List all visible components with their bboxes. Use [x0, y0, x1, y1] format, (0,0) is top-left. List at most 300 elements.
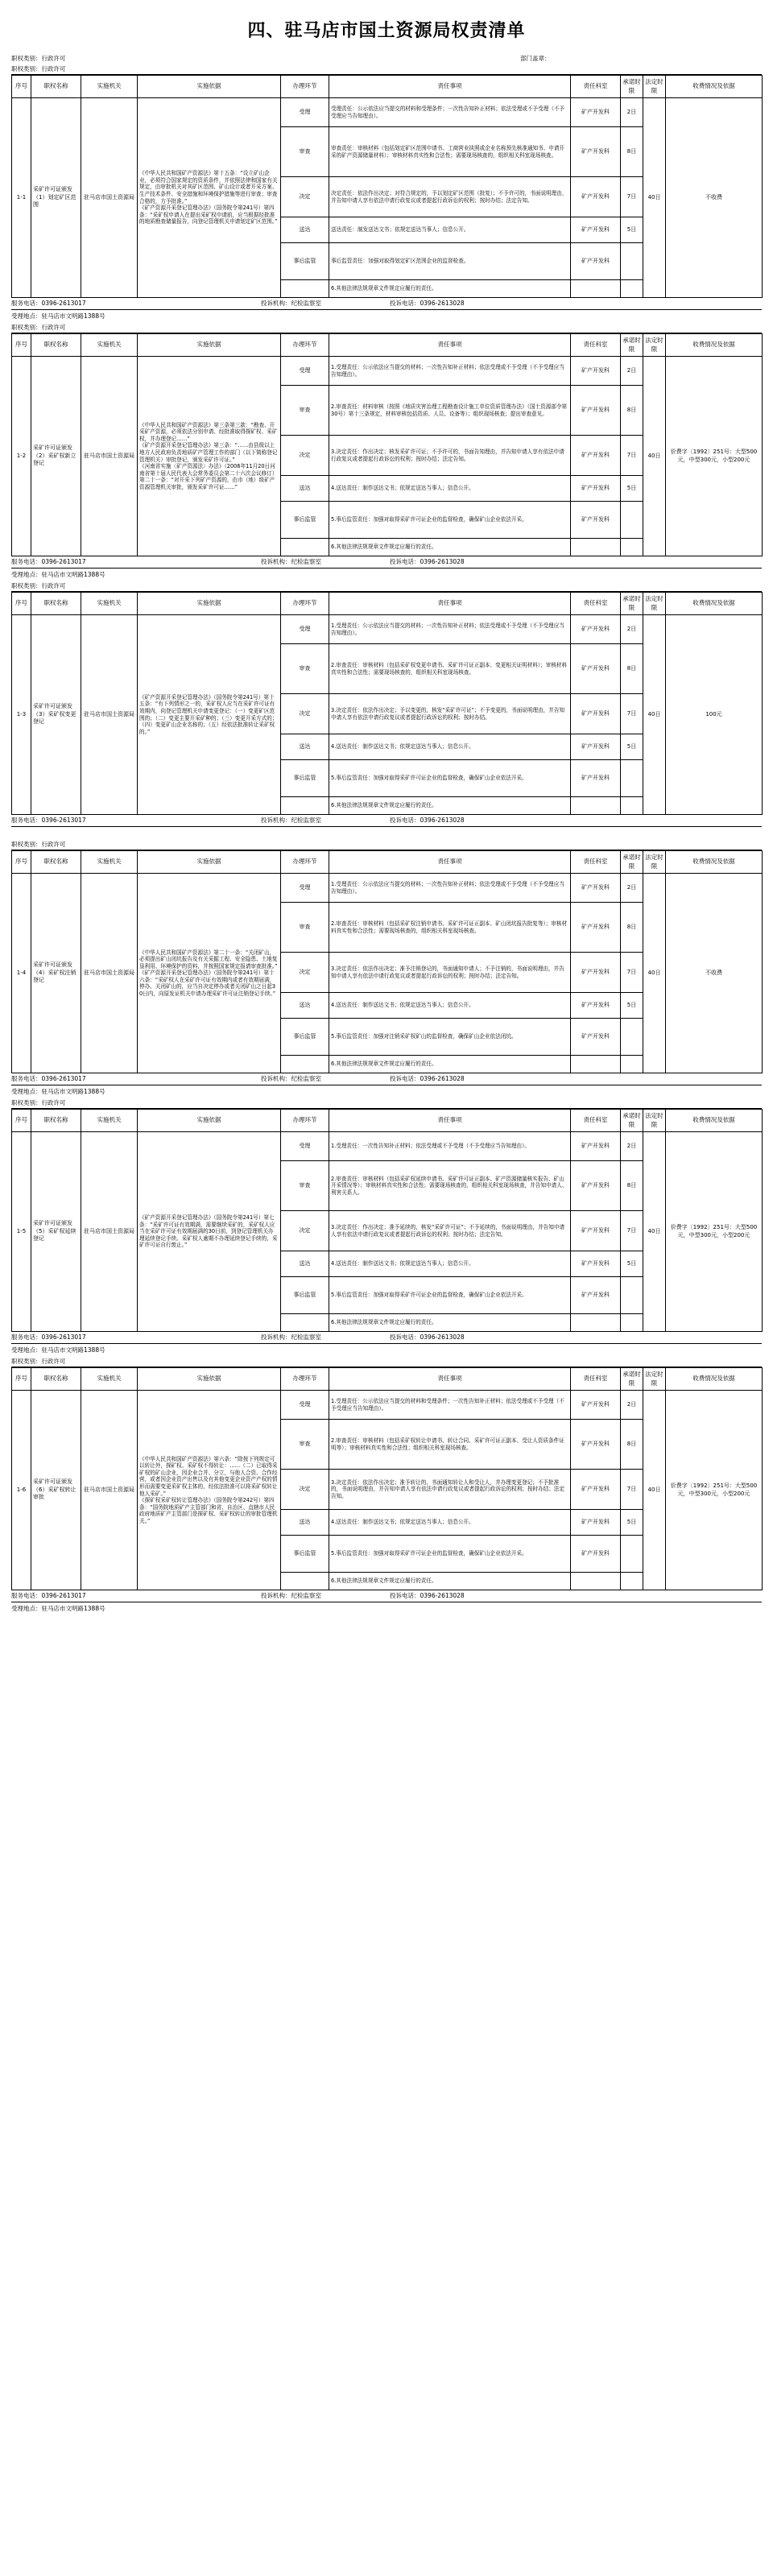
column-header: 办理环节: [281, 593, 329, 615]
complaint-phone: 投诉电话：0396-2613028: [390, 1074, 465, 1082]
responsible-dept: 矿产开发科: [571, 1251, 621, 1277]
table-header-row: [12, 1368, 763, 1391]
responsibility-item: 6.其他法律法规规章文件规定应履行的责任。: [329, 1314, 571, 1332]
column-header: 职权名称: [31, 1368, 81, 1391]
column-header: 责任科室: [571, 76, 621, 98]
promised-limit: [621, 797, 643, 815]
responsibility-item: 3.决定责任：作出决定；核发采矿许可证；不予许可的，书面告知理由，并告知申请人享有依法申请行政复议或者提起行政诉讼的权利；按时办结；法定告知。: [329, 436, 571, 476]
block-category: 职权类别：行政许可: [11, 581, 762, 592]
column-header: 序号: [12, 1368, 31, 1391]
responsible-dept: [571, 539, 621, 556]
responsibility-item: 1.受理责任：公示依法应当提交的材料和受理条件；一次性告知补正材料；依法受理或不予受理（不予受理应当告知理由）。: [329, 1391, 571, 1420]
service-phone: 服务电话：0396-2613017: [11, 816, 86, 824]
responsibility-item: 5.事后监管责任：加强对取得采矿许可证企业的监督检查，确保矿山企业依法开采。: [329, 760, 571, 797]
process-stage: 送达: [281, 1251, 329, 1277]
promised-limit: 8日: [621, 386, 643, 436]
responsibility-item: 1.受理责任：一次性告知补正材料；依法受理或不予受理（不予受理应当告知理由）。: [329, 1132, 571, 1161]
process-stage: 受理: [281, 874, 329, 903]
responsibility-item: 1.受理责任：公示依法应当提交的材料；一次性告知补正材料；依法受理或不予受理（不予受理应当告知理由）。: [329, 615, 571, 644]
column-header: 责任科室: [571, 334, 621, 357]
promised-limit: 8日: [621, 1420, 643, 1470]
promised-limit: 8日: [621, 644, 643, 694]
process-stage: 审查: [281, 903, 329, 953]
responsible-dept: [571, 280, 621, 298]
legal-limit: 40日: [643, 874, 666, 1073]
service-phone: 服务电话：0396-2613017: [11, 299, 86, 307]
responsibility-item: 2.审查责任：审核材料（包括采矿权延续申请书、采矿许可证正副本、矿产资源储量核实报告、矿山开采情况等）；审核材料真实性和合法性；需要现场核查的，组织相关科室现场核查，并告知申请人、利害关系人。: [329, 1161, 571, 1211]
block-category: 职权类别：行政许可: [11, 64, 762, 75]
block-category: 职权类别：行政许可: [11, 1357, 762, 1367]
process-stage: 决定: [281, 177, 329, 217]
responsibility-item: 2.审查责任：审核材料（包括采矿权变更申请书、采矿许可证正副本、变更相关证明材料）；审核材料真实性和合法性；需要现场核查的，组织相关科室现场核查。: [329, 644, 571, 694]
acceptance-address: 受理地点：驻马店市文明路1388号: [11, 1087, 105, 1095]
column-header: 责任科室: [571, 1368, 621, 1391]
process-stage: [281, 1314, 329, 1332]
matter-block: [11, 1098, 762, 1357]
column-header: 序号: [12, 593, 31, 615]
complaint-phone: 投诉电话：0396-2613028: [390, 1591, 465, 1599]
process-stage: 事后监管: [281, 760, 329, 797]
matter-name: 采矿许可证颁发（4）采矿权注销登记: [31, 874, 81, 1073]
promised-limit: [621, 1019, 643, 1056]
promised-limit: 7日: [621, 1211, 643, 1251]
column-header: 序号: [12, 334, 31, 357]
responsibility-item: 6.其他法律法规规章文件规定应履行的责任。: [329, 1056, 571, 1073]
process-stage: [281, 539, 329, 556]
responsibility-item: 5.事后监管责任：加强对取得采矿许可证企业的监督检查，确保矿山企业依法开采。: [329, 1277, 571, 1314]
column-header: 责任科室: [571, 851, 621, 874]
column-header: 责任事项: [329, 76, 571, 98]
column-header: 实施机关: [81, 1368, 138, 1391]
fee-info: 价费字〔1992〕251号：大型500元，中型300元，小型200元: [666, 357, 763, 556]
column-header: 法定时限: [643, 851, 666, 874]
column-header: 实施依据: [138, 334, 281, 357]
promised-limit: 5日: [621, 993, 643, 1019]
promised-limit: [621, 1573, 643, 1590]
column-header: 序号: [12, 76, 31, 98]
table-row: [12, 98, 763, 127]
process-stage: 审查: [281, 644, 329, 694]
process-stage: 事后监管: [281, 1019, 329, 1056]
promised-limit: 2日: [621, 1391, 643, 1420]
responsible-dept: 矿产开发科: [571, 615, 621, 644]
complaint-phone: 投诉电话：0396-2613028: [390, 557, 465, 565]
responsibility-item: 5.事后监管责任：加强对取得采矿许可证企业的监督检查，确保矿山企业依法开采。: [329, 1536, 571, 1573]
column-header: 序号: [12, 851, 31, 874]
responsible-dept: 矿产开发科: [571, 874, 621, 903]
block-category: 职权类别：行政许可: [11, 323, 762, 333]
implementing-agency: 驻马店市国土资源局: [81, 874, 138, 1073]
column-header: 法定时限: [643, 334, 666, 357]
responsible-dept: 矿产开发科: [571, 694, 621, 734]
promised-limit: 7日: [621, 436, 643, 476]
complaint-phone: 投诉电话：0396-2613028: [390, 1333, 465, 1341]
process-stage: 事后监管: [281, 1277, 329, 1314]
column-header: 序号: [12, 1110, 31, 1132]
table-header-row: [12, 334, 763, 357]
responsibility-item: 2.审查责任：材料审核（按照《地质灾害治理工程勘查设计施工单位资质管理办法》（国土资源部令第30号）第十三条规定，材料审核包括资质、人员、设备等）；组织现场核查；提出审查意见。: [329, 386, 571, 436]
column-header: 收费情况及依据: [666, 76, 763, 98]
column-header: 法定时限: [643, 76, 666, 98]
promised-limit: 8日: [621, 127, 643, 177]
process-stage: 送达: [281, 1510, 329, 1536]
process-stage: 事后监管: [281, 502, 329, 539]
column-header: 办理环节: [281, 1368, 329, 1391]
complaint-agency: 投诉机构：纪检监察室: [261, 816, 321, 824]
implementing-agency: 驻马店市国土资源局: [81, 1132, 138, 1332]
responsible-dept: 矿产开发科: [571, 1277, 621, 1314]
service-phone: 服务电话：0396-2613017: [11, 1074, 86, 1082]
acceptance-address: [11, 827, 762, 840]
complaint-agency: 投诉机构：纪检监察室: [261, 299, 321, 307]
responsibility-item: 3.决定责任：作出决定；准予延续的，核发“采矿许可证”；不予延续的，书面说明理由，并告知申请人享有依法申请行政复议或者提起行政诉讼的权利；按时办结；法定告知。: [329, 1211, 571, 1251]
column-header: 责任事项: [329, 1368, 571, 1391]
process-stage: 受理: [281, 1391, 329, 1420]
responsible-dept: 矿产开发科: [571, 98, 621, 127]
column-header: 责任科室: [571, 1110, 621, 1132]
process-stage: 送达: [281, 993, 329, 1019]
responsible-dept: 矿产开发科: [571, 953, 621, 993]
responsibility-item: 3.决定责任：依法作出决定；准予注销登记的，书面通知申请人；不予注销的，书面说明理由，并告知申请人享有依法申请行政复议或者提起行政诉讼的权利；按时办结；法定告知。: [329, 953, 571, 993]
responsible-dept: 矿产开发科: [571, 436, 621, 476]
matter-number: 1-6: [12, 1391, 31, 1590]
responsible-dept: 矿产开发科: [571, 1211, 621, 1251]
responsible-dept: [571, 1056, 621, 1073]
responsible-dept: [571, 797, 621, 815]
process-stage: 事后监管: [281, 1536, 329, 1573]
responsibility-item: 4.送达责任：制作送达文书；依规定送达当事人；信息公开。: [329, 1251, 571, 1277]
column-header: 法定时限: [643, 1110, 666, 1132]
block-footer: [11, 815, 762, 827]
block-footer: [11, 298, 762, 310]
column-header: 职权名称: [31, 334, 81, 357]
matter-number: 1-5: [12, 1132, 31, 1332]
promised-limit: 2日: [621, 357, 643, 386]
column-header: 收费情况及依据: [666, 334, 763, 357]
process-stage: 审查: [281, 1420, 329, 1470]
matter-table: [11, 1109, 763, 1332]
responsibility-item: 6.其他法律法规规章文件规定应履行的责任。: [329, 280, 571, 298]
service-phone: 服务电话：0396-2613017: [11, 1591, 86, 1599]
promised-limit: [621, 760, 643, 797]
matter-name: 采矿许可证颁发（6）采矿权转让审批: [31, 1391, 81, 1590]
responsible-dept: 矿产开发科: [571, 502, 621, 539]
process-stage: 决定: [281, 953, 329, 993]
column-header: 办理环节: [281, 1110, 329, 1132]
responsible-dept: [571, 1573, 621, 1590]
block-footer: [11, 1332, 762, 1344]
process-stage: [281, 280, 329, 298]
promised-limit: 2日: [621, 615, 643, 644]
responsible-dept: [571, 1314, 621, 1332]
promised-limit: [621, 1056, 643, 1073]
responsible-dept: 矿产开发科: [571, 217, 621, 243]
implementing-agency: 驻马店市国土资源局: [81, 1391, 138, 1590]
promised-limit: [621, 1314, 643, 1332]
acceptance-address: 受理地点：驻马店市文明路1388号: [11, 312, 105, 320]
complaint-agency: 投诉机构：纪检监察室: [261, 1074, 321, 1082]
promised-limit: 7日: [621, 177, 643, 217]
promised-limit: 7日: [621, 694, 643, 734]
responsibility-item: 5.事后监管责任：加强对注销采矿权矿山的监督检查，确保矿山企业依法闭坑。: [329, 1019, 571, 1056]
blocks-container: [11, 64, 762, 1615]
responsible-dept: 矿产开发科: [571, 1161, 621, 1211]
column-header: 职权名称: [31, 76, 81, 98]
legal-basis: 《中华人民共和国矿产资源法》第二十一条：“关闭矿山，必须提出矿山闭坑报告及有关采掘工程、安全隐患、土地复垦利用、环境保护的资料，并按照国家规定报请审查批准。” 《矿产资源开采登记管理办法》（国务院令第241号）第十六条：“采矿权人在采矿许可证有效期内或者有效期届满，停办、关闭矿山的，应当自决定停办或者关闭矿山之日起30日内，向原发证机关申请办理采矿许可证注销登记手续。”: [138, 874, 281, 1073]
legal-basis: 《矿产资源开采登记管理办法》（国务院令第241号）第七条：“采矿许可证有效期满，需要继续采矿的，采矿权人应当在采矿许可证有效期届满的30日前，到登记管理机关办理延续登记手续。采矿权人逾期不办理延续登记手续的，采矿许可证自行废止。”: [138, 1132, 281, 1332]
block-footer: [11, 1073, 762, 1085]
process-stage: 决定: [281, 1470, 329, 1510]
fee-info: 不收费: [666, 874, 763, 1073]
process-stage: 决定: [281, 694, 329, 734]
responsible-dept: 矿产开发科: [571, 1132, 621, 1161]
responsibility-item: 审查责任：审核材料（包括划定矿区范围申请书、工商营业执照或企业名称预先核准通知书、申请开采的矿产资源储量材料）；审核材料真实性和合法性；需要现场核查的，组织相关科室现场核查。: [329, 127, 571, 177]
promised-limit: [621, 1536, 643, 1573]
column-header: 实施机关: [81, 76, 138, 98]
responsible-dept: 矿产开发科: [571, 760, 621, 797]
column-header: 实施机关: [81, 334, 138, 357]
complaint-agency: 投诉机构：纪检监察室: [261, 1333, 321, 1341]
promised-limit: 5日: [621, 476, 643, 502]
table-header-row: [12, 593, 763, 615]
column-header: 责任事项: [329, 851, 571, 874]
legal-limit: 40日: [643, 1391, 666, 1590]
promised-limit: 5日: [621, 1251, 643, 1277]
matter-block: [11, 581, 762, 840]
column-header: 实施机关: [81, 1110, 138, 1132]
legal-limit: 40日: [643, 615, 666, 815]
column-header: 责任事项: [329, 593, 571, 615]
implementing-agency: 驻马店市国土资源局: [81, 98, 138, 298]
process-stage: 决定: [281, 436, 329, 476]
process-stage: [281, 1056, 329, 1073]
responsibility-item: 3.决定责任：依法作出决定；准予转让的，书面通知转让人和受让人，并办理变更登记；不予批准的，书面说明理由，并告知申请人享有依法申请行政复议或者提起行政诉讼的权利；按时办结；法定告知。: [329, 1470, 571, 1510]
page-title: 四、驻马店市国土资源局权责清单: [247, 20, 526, 41]
column-header: 实施依据: [138, 76, 281, 98]
matter-number: 1-2: [12, 357, 31, 556]
implementing-agency: 驻马店市国土资源局: [81, 615, 138, 815]
responsible-dept: 矿产开发科: [571, 1470, 621, 1510]
matter-table: [11, 850, 763, 1073]
responsibility-item: 4.送达责任：制作送达文书；依规定送达当事人；信息公开。: [329, 1510, 571, 1536]
table-row: [12, 1132, 763, 1161]
column-header: 实施依据: [138, 593, 281, 615]
acceptance-address: 受理地点：驻马店市文明路1388号: [11, 570, 105, 578]
table-header-row: [12, 851, 763, 874]
matter-block: [11, 323, 762, 581]
responsible-dept: 矿产开发科: [571, 357, 621, 386]
table-row: [12, 874, 763, 903]
table-header-row: [12, 76, 763, 98]
responsible-dept: 矿产开发科: [571, 177, 621, 217]
process-stage: 事后监管: [281, 243, 329, 280]
complaint-agency: 投诉机构：纪检监察室: [261, 1591, 321, 1599]
column-header: 责任科室: [571, 593, 621, 615]
matter-block: [11, 840, 762, 1098]
responsible-dept: 矿产开发科: [571, 1420, 621, 1470]
process-stage: 受理: [281, 615, 329, 644]
table-row: [12, 1391, 763, 1420]
column-header: 实施依据: [138, 1368, 281, 1391]
table-header-row: [12, 1110, 763, 1132]
responsible-dept: 矿产开发科: [571, 1391, 621, 1420]
column-header: 法定时限: [643, 593, 666, 615]
responsibility-item: 4.送达责任：制作送达文书；依规定送达当事人；信息公开。: [329, 993, 571, 1019]
promised-limit: 2日: [621, 874, 643, 903]
legal-basis: 《矿产资源开采登记管理办法》（国务院令第241号）第十五条：“有下列情形之一的，采矿权人应当在采矿许可证有效期内，向登记管理机关申请变更登记：（一）变更矿区范围的；（二）变更主要开采矿种的；（三）变更开采方式的；（四）变更矿山企业名称的；（五）经依法批准转让采矿权的。”: [138, 615, 281, 815]
fee-info: 不收费: [666, 98, 763, 298]
responsible-dept: 矿产开发科: [571, 1510, 621, 1536]
process-stage: 受理: [281, 357, 329, 386]
column-header: 责任事项: [329, 334, 571, 357]
responsibility-item: 决定责任：依法作出决定；对符合规定的，予以划定矿区范围（批复）；不予许可的，书面说明理由，并告知申请人享有依法申请行政复议或者提起行政诉讼的权利；按时办结；法定告知。: [329, 177, 571, 217]
promised-limit: 5日: [621, 1510, 643, 1536]
column-header: 法定时限: [643, 1368, 666, 1391]
process-stage: [281, 1573, 329, 1590]
column-header: 职权名称: [31, 1110, 81, 1132]
column-header: 责任事项: [329, 1110, 571, 1132]
matter-table: [11, 1367, 763, 1590]
column-header: 承诺时限: [621, 1110, 643, 1132]
matter-table: [11, 75, 763, 298]
column-header: 承诺时限: [621, 76, 643, 98]
responsible-dept: 矿产开发科: [571, 1019, 621, 1056]
promised-limit: 2日: [621, 1132, 643, 1161]
matter-number: 1-3: [12, 615, 31, 815]
responsibility-item: 2.审查责任：审核材料（包括采矿权转让申请书、转让合同、采矿许可证正副本、受让人资质条件证明等）；审核材料真实性和合法性；组织相关科室现场核查。: [329, 1420, 571, 1470]
promised-limit: 7日: [621, 1470, 643, 1510]
column-header: 实施依据: [138, 1110, 281, 1132]
complaint-agency: 投诉机构：纪检监察室: [261, 557, 321, 565]
responsible-dept: 矿产开发科: [571, 127, 621, 177]
column-header: 办理环节: [281, 851, 329, 874]
fee-info: 价费字〔1992〕251号：大型500元，中型300元，小型200元: [666, 1391, 763, 1590]
column-header: 收费情况及依据: [666, 1110, 763, 1132]
header-stamp: 部门盖章：: [520, 54, 551, 62]
process-stage: 受理: [281, 98, 329, 127]
fee-info: 价费字〔1992〕251号：大型500元，中型300元，小型200元: [666, 1132, 763, 1332]
matter-number: 1-4: [12, 874, 31, 1073]
block-footer: [11, 1590, 762, 1602]
process-stage: 送达: [281, 476, 329, 502]
complaint-phone: 投诉电话：0396-2613028: [390, 299, 465, 307]
responsibility-item: 6.其他法律法规规章文件规定应履行的责任。: [329, 539, 571, 556]
promised-limit: 2日: [621, 98, 643, 127]
column-header: 承诺时限: [621, 334, 643, 357]
column-header: 职权名称: [31, 593, 81, 615]
matter-table: [11, 333, 763, 556]
responsibility-item: 2.审查责任：审核材料（包括采矿权注销申请书、采矿许可证正副本、矿山闭坑报告批复等）；审核材料真实性和合法性；需要现场核查的，组织相关科室现场核查。: [329, 903, 571, 953]
responsibility-item: 6.其他法律法规规章文件规定应履行的责任。: [329, 797, 571, 815]
column-header: 实施机关: [81, 593, 138, 615]
legal-limit: 40日: [643, 357, 666, 556]
promised-limit: 8日: [621, 1161, 643, 1211]
responsible-dept: 矿产开发科: [571, 903, 621, 953]
responsibility-item: 受理责任：公示依法应当提交的材料和受理条件；一次性告知补正材料；依法受理或不予受理（不予受理应当告知理由）。: [329, 98, 571, 127]
block-category: 职权类别：行政许可: [11, 1098, 762, 1109]
responsibility-item: 3.决定责任：依法作出决定；予以变更的，核发“采矿许可证”；不予变更的，书面说明理由，并告知申请人享有依法申请行政复议或者提起行政诉讼的权利；按时办结。: [329, 694, 571, 734]
responsible-dept: 矿产开发科: [571, 993, 621, 1019]
promised-limit: [621, 1277, 643, 1314]
responsibility-item: 4.送达责任：制作送达文书；依规定送达当事人；信息公开。: [329, 734, 571, 760]
matter-name: 采矿许可证颁发（5）采矿权延续登记: [31, 1132, 81, 1332]
block-category: 职权类别：行政许可: [11, 840, 762, 850]
promised-limit: 7日: [621, 953, 643, 993]
legal-basis: 《中华人民共和国矿产资源法》第三条第三款：“勘查、开采矿产资源，必须依法分别申请、经批准取得探矿权、采矿权，并办理登记……” 《矿产资源开采登记管理办法》第三条：“……由县级以上地方人民政府负责地质矿产管理工作的部门（以下简称登记管理机关）审批登记，颁发采矿许可证。” 《河南省实施〈矿产资源法〉办法》（2006年11月20日河南省第十届人民代表大会常务委员会第二十六次会议修订）第二十一条：“对开采下列矿产资源的，由市（地）级矿产资源管理机关审批，颁发采矿许可证……”: [138, 357, 281, 556]
process-stage: 审查: [281, 1161, 329, 1211]
table-row: [12, 357, 763, 386]
responsible-dept: 矿产开发科: [571, 476, 621, 502]
responsibility-item: 1.受理责任：公示依法应当提交的材料；一次性告知补正材料；依法受理或不予受理（不予受理应当告知理由）。: [329, 874, 571, 903]
header-category: 职权类别：行政许可: [11, 54, 66, 62]
responsibility-item: 4.送达责任：制作送达文书；依规定送达当事人；信息公开。: [329, 476, 571, 502]
promised-limit: [621, 502, 643, 539]
process-stage: [281, 797, 329, 815]
matter-block: [11, 1357, 762, 1615]
promised-limit: 8日: [621, 903, 643, 953]
responsible-dept: 矿产开发科: [571, 644, 621, 694]
column-header: 收费情况及依据: [666, 1368, 763, 1391]
column-header: 办理环节: [281, 334, 329, 357]
legal-basis: 《中华人民共和国矿产资源法》第十五条：“设立矿山企业，必须符合国家规定的资质条件，并依照法律和国家有关规定，由审批机关对其矿区范围、矿山设计或者开采方案、生产技术条件、安全措施和环境保护措施等进行审查；审查合格的，方予批准。” 《矿产资源开采登记管理办法》（国务院令第241号）第四条：“采矿权申请人在提出采矿权申请前，应当根据经批准的地质勘查储量报告，向登记管理机关申请划定矿区范围。”: [138, 98, 281, 298]
matter-name: 采矿许可证颁发（1）划定矿区范围: [31, 98, 81, 298]
acceptance-address: 受理地点：驻马店市文明路1388号: [11, 1346, 105, 1354]
process-stage: 决定: [281, 1211, 329, 1251]
promised-limit: [621, 280, 643, 298]
promised-limit: [621, 539, 643, 556]
responsible-dept: 矿产开发科: [571, 1536, 621, 1573]
process-stage: 审查: [281, 127, 329, 177]
process-stage: 送达: [281, 217, 329, 243]
column-header: 实施依据: [138, 851, 281, 874]
responsible-dept: 矿产开发科: [571, 386, 621, 436]
responsible-dept: 矿产开发科: [571, 243, 621, 280]
matter-table: [11, 592, 763, 815]
acceptance-address: 受理地点：驻马店市文明路1388号: [11, 1604, 105, 1612]
column-header: 收费情况及依据: [666, 851, 763, 874]
block-footer: [11, 556, 762, 569]
column-header: 承诺时限: [621, 851, 643, 874]
responsibility-item: 5.事后监管责任：加强对取得采矿许可证企业的监督检查，确保矿山企业依法开采。: [329, 502, 571, 539]
promised-limit: 5日: [621, 734, 643, 760]
service-phone: 服务电话：0396-2613017: [11, 1333, 86, 1341]
legal-basis: 《中华人民共和国矿产资源法》第六条：“除按下列规定可以转让外，探矿权、采矿权不得转让：……（二）已取得采矿权的矿山企业，因企业合并、分立，与他人合资、合作经营，或者因企业资产出售以及有其他变更企业资产产权的情形而需要变更采矿权主体的，经依法批准可以将采矿权转让他人采矿。” 《探矿权采矿权转让管理办法》（国务院令第242号）第四条：“国务院地质矿产主管部门和省、自治区、直辖市人民政府地质矿产主管部门是探矿权、采矿权转让的审批管理机关。”: [138, 1391, 281, 1590]
process-stage: 受理: [281, 1132, 329, 1161]
service-phone: 服务电话：0396-2613017: [11, 557, 86, 565]
promised-limit: 5日: [621, 217, 643, 243]
complaint-phone: 投诉电话：0396-2613028: [390, 816, 465, 824]
fee-info: 100元: [666, 615, 763, 815]
implementing-agency: 驻马店市国土资源局: [81, 357, 138, 556]
responsible-dept: 矿产开发科: [571, 734, 621, 760]
matter-name: 采矿许可证颁发（3）采矿权变更登记: [31, 615, 81, 815]
legal-limit: 40日: [643, 1132, 666, 1332]
matter-block: [11, 64, 762, 323]
column-header: 收费情况及依据: [666, 593, 763, 615]
process-stage: 审查: [281, 386, 329, 436]
column-header: 承诺时限: [621, 1368, 643, 1391]
column-header: 办理环节: [281, 76, 329, 98]
process-stage: 送达: [281, 734, 329, 760]
responsibility-item: 送达责任：制发送达文书；依规定送达当事人；信息公开。: [329, 217, 571, 243]
column-header: 实施机关: [81, 851, 138, 874]
matter-name: 采矿许可证颁发（2）采矿权新立登记: [31, 357, 81, 556]
promised-limit: [621, 243, 643, 280]
header-line: [11, 53, 762, 64]
responsibility-item: 事后监管责任：加强对取得划定矿区范围企业的监督检查。: [329, 243, 571, 280]
column-header: 承诺时限: [621, 593, 643, 615]
legal-limit: 40日: [643, 98, 666, 298]
